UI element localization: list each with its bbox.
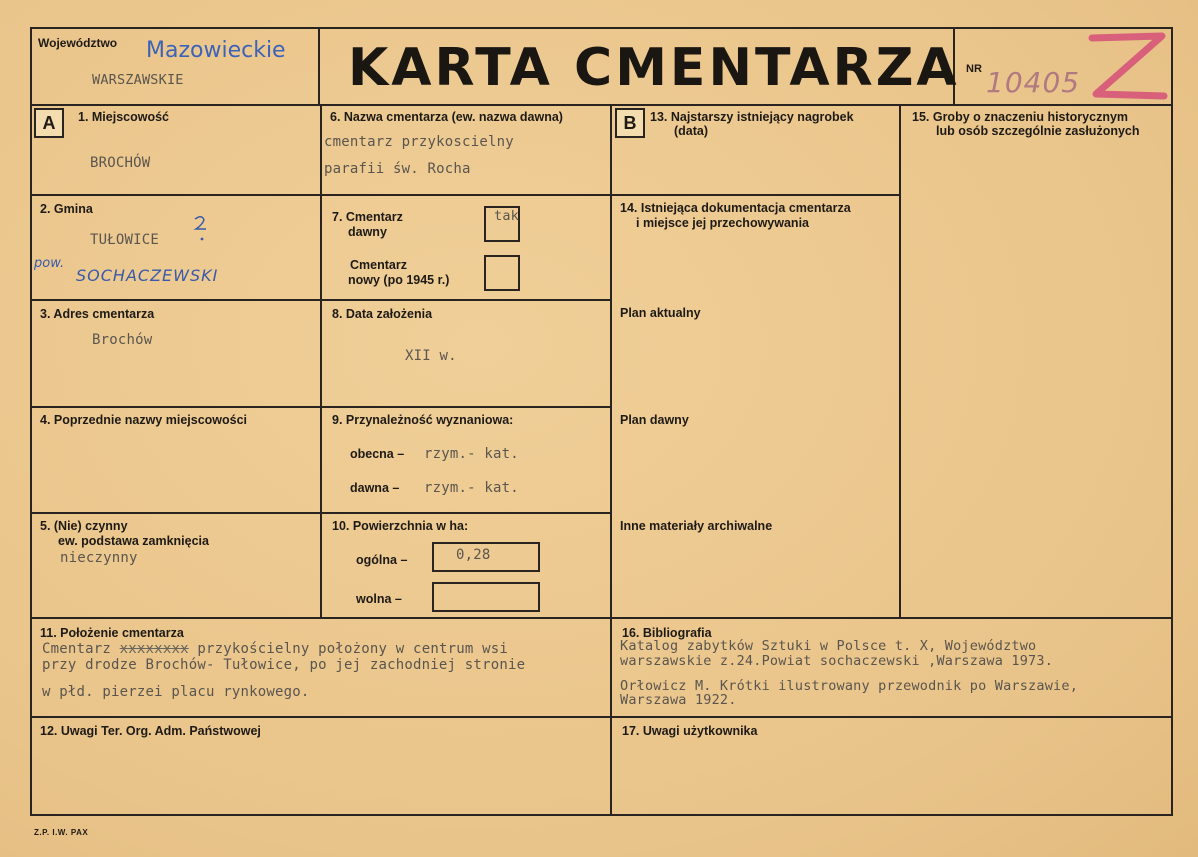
field-14-plan-dawny: Plan dawny — [620, 413, 689, 427]
field-11-line-2: przy drodze Brochów- Tułowice, po jej zachodniej stronie — [42, 657, 526, 673]
field-7-dawny-label-1: 7. Cmentarz — [332, 210, 403, 224]
field-5-value: nieczynny — [60, 550, 138, 566]
row-line-1 — [30, 194, 612, 196]
nr-label: NR — [966, 63, 982, 75]
border-top — [30, 27, 1173, 29]
field-7-dawny-value: tak — [494, 208, 519, 224]
field-10-wolna-box — [432, 582, 540, 612]
field-2-pow-prefix: pow. — [34, 256, 65, 271]
field-16-line-2: warszawskie z.24.Powiat sochaczewski ,Warszawa 1973. — [620, 653, 1054, 669]
field-14-label-2: i miejsce jej przechowywania — [636, 216, 809, 230]
border-left — [30, 27, 32, 816]
row-line-3 — [30, 406, 612, 408]
field-11-line-3: w płd. pierzei placu rynkowego. — [42, 684, 310, 700]
field-17-label: 17. Uwagi użytkownika — [622, 724, 758, 738]
field-16-label: 16. Bibliografia — [622, 626, 712, 640]
card-title: KARTA CMENTARZA — [348, 38, 960, 98]
field-2-value: TUŁOWICE — [90, 232, 160, 248]
field-14-inne-materialy: Inne materiały archiwalne — [620, 519, 773, 533]
field-6-line-1: cmentarz przykoscielny — [324, 134, 514, 150]
field-10-label: 10. Powierzchnia w ha: — [332, 519, 469, 533]
field-2-pow-value: SOCHACZEWSKI — [76, 266, 219, 285]
field-15-label-1: 15. Groby o znaczeniu historycznym — [912, 110, 1129, 124]
header-divider — [30, 104, 1173, 106]
nr-value: 10405 — [986, 66, 1081, 99]
field-5-label-1: 5. (Nie) czynny — [40, 519, 128, 533]
field-11-line-1-end: przykościelny położony w centrum wsi — [197, 641, 508, 657]
field-9-dawna-label: dawna – — [350, 481, 400, 495]
field-12-label: 12. Uwagi Ter. Org. Adm. Państwowej — [40, 724, 261, 738]
wojewodztwo-label: Województwo — [38, 36, 118, 50]
field-11-line-1-start: Cmentarz — [42, 641, 112, 657]
field-4-label: 4. Poprzednie nazwy miejscowości — [40, 413, 248, 427]
border-right — [1171, 27, 1173, 816]
field-6-line-2: parafii św. Rocha — [324, 161, 471, 177]
field-11-line-1 — [42, 641, 508, 657]
red-z-mark-icon — [1078, 32, 1168, 104]
row-line-5 — [30, 617, 1173, 619]
border-bottom — [30, 814, 1173, 816]
section-a-letter: A — [34, 108, 64, 138]
field-13-label-2: (data) — [674, 124, 709, 138]
field-9-label: 9. Przynależność wyznaniowa: — [332, 413, 514, 427]
wojewodztwo-stamp: Mazowieckie — [146, 38, 286, 63]
field-5-label-2: ew. podstawa zamknięcia — [58, 534, 209, 548]
field-8-label: 8. Data założenia — [332, 307, 433, 321]
field-2-handwritten-mark-icon — [190, 214, 212, 244]
row-line-6 — [30, 716, 1173, 718]
col-divider-3 — [899, 104, 901, 618]
printer-imprint: Z.P. I.W. PAX — [34, 828, 89, 837]
row-line-4 — [30, 512, 612, 514]
field-7-nowy-checkbox — [484, 255, 520, 291]
field-7-dawny-label-2: dawny — [348, 225, 387, 239]
field-9-obecna-label: obecna – — [350, 447, 405, 461]
field-10-wolna-label: wolna – — [356, 592, 402, 606]
field-3-value: Brochów — [92, 332, 153, 348]
field-8-value: XII w. — [405, 348, 457, 364]
field-16-line-1: Katalog zabytków Sztuki w Polsce t. X, Województwo — [620, 638, 1037, 654]
field-13-label-1: 13. Najstarszy istniejący nagrobek — [650, 110, 854, 124]
field-3-label: 3. Adres cmentarza — [40, 307, 155, 321]
field-15-label-2: lub osób szczególnie zasłużonych — [936, 124, 1140, 138]
field-6-label: 6. Nazwa cmentarza (ew. nazwa dawna) — [330, 110, 563, 124]
field-10-ogolna-label: ogólna – — [356, 553, 408, 567]
field-2-label: 2. Gmina — [40, 202, 93, 216]
field-1-value: BROCHÓW — [90, 155, 151, 171]
field-10-ogolna-value: 0,28 — [456, 547, 491, 563]
field-9-obecna-value: rzym.- kat. — [424, 446, 519, 462]
wojewodztwo-typed: WARSZAWSKIE — [92, 72, 184, 88]
col-divider-1 — [320, 104, 322, 618]
field-11-label: 11. Położenie cmentarza — [40, 626, 184, 640]
field-1-label: 1. Miejscowość — [78, 110, 170, 124]
field-16-line-4: Warszawa 1922. — [620, 692, 737, 708]
col-divider-2 — [610, 104, 612, 815]
row-line-2 — [30, 299, 612, 301]
field-14-plan-aktualny: Plan aktualny — [620, 306, 701, 320]
field-11-struck-word: xxxxxxxx — [119, 641, 189, 657]
field-16-line-3: Orłowicz M. Krótki ilustrowany przewodnik po Warszawie, — [620, 678, 1079, 694]
field-9-dawna-value: rzym.- kat. — [424, 480, 519, 496]
field-14-label-1: 14. Istniejąca dokumentacja cmentarza — [620, 201, 851, 215]
section-b-letter: B — [615, 108, 645, 138]
field-7-nowy-label-2: nowy (po 1945 r.) — [348, 273, 450, 287]
field-7-nowy-label-1: Cmentarz — [350, 258, 407, 272]
header-divider-left — [318, 27, 320, 105]
row-line-13 — [610, 194, 901, 196]
